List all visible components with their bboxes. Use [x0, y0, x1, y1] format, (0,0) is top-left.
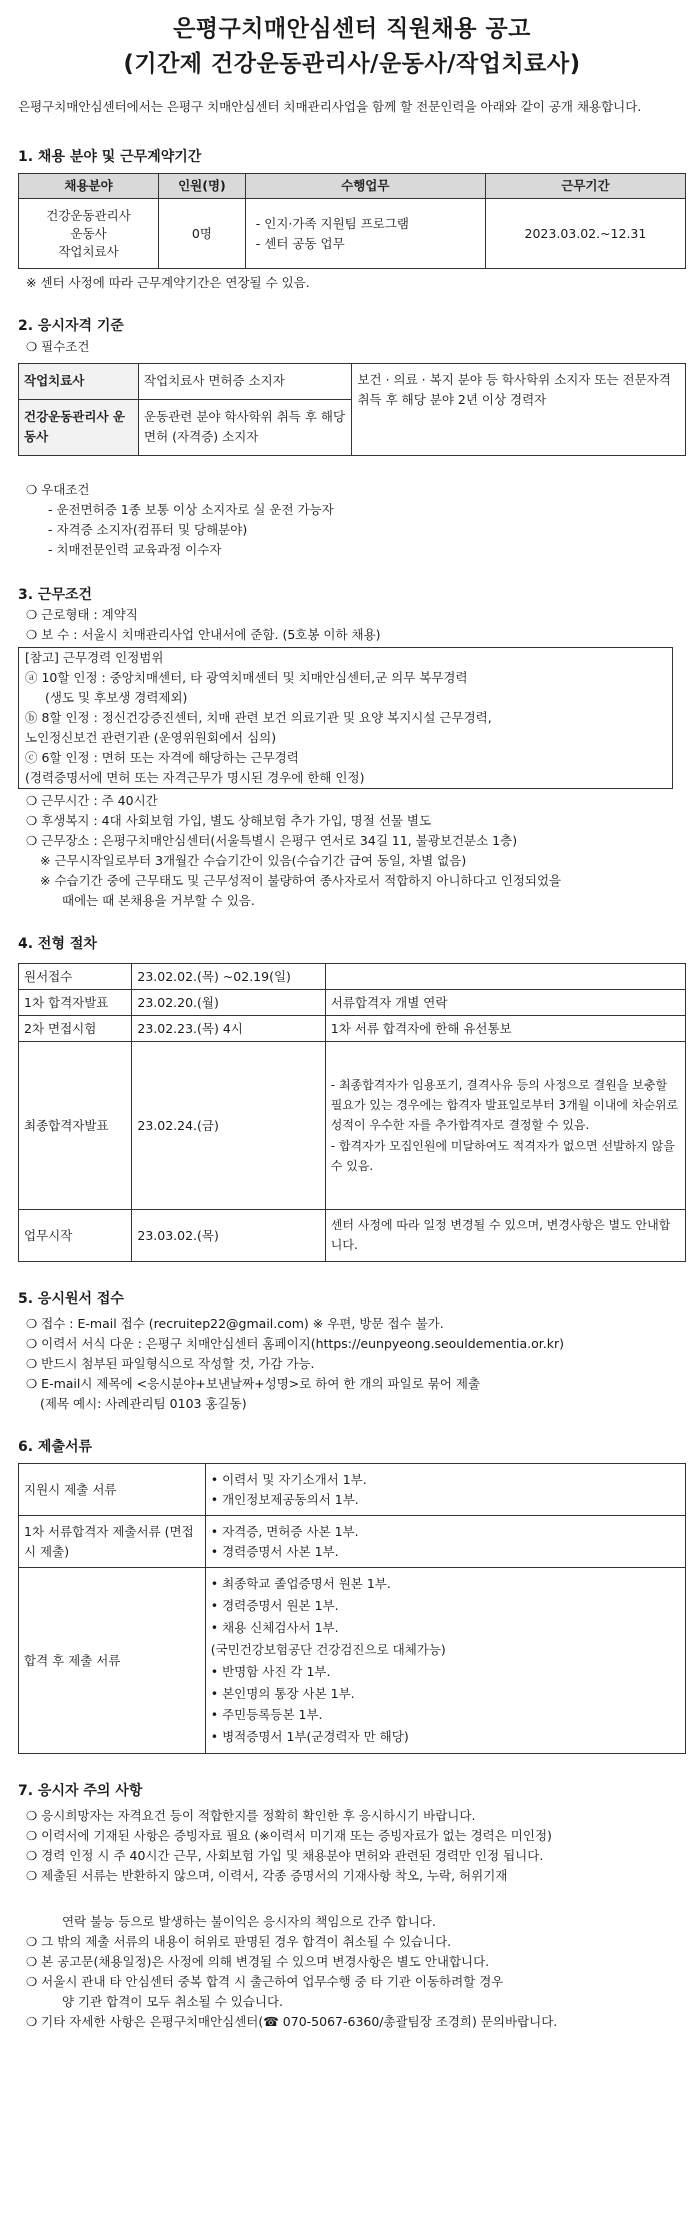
- preferred-item: - 자격증 소지자(컴퓨터 및 당해분야): [48, 521, 248, 537]
- section-2: [18, 317, 686, 560]
- process-note: 1차 서류 합격자에 한해 유선통보: [325, 1016, 685, 1042]
- section-1: [18, 148, 686, 294]
- qual-common-req: 보건 · 의료 · 복지 분야 등 학사학위 소지자 또는 전문자격 취득 후 해당 분야 2년 이상 경력자: [352, 363, 686, 455]
- document-item: • 경력증명서 사본 1부.: [210, 1543, 339, 1559]
- process-date: 23.02.20.(월): [132, 990, 325, 1016]
- caution-item: ❍ 경력 인정 시 주 40시간 근무, 사회보험 가입 및 채용분야 면허와 관련된 경력만 인정 됩니다.: [26, 1847, 544, 1863]
- reference-item: 노인정신보건 관련기관 (운영위원회에서 심의): [25, 730, 277, 746]
- field-item: 건강운동관리사: [46, 207, 131, 223]
- probation-note: ※ 근무시작일로부터 3개월간 수습기간이 있음(수습기간 급여 동일, 차별 없음): [40, 853, 467, 869]
- documents-label: 지원시 제출 서류: [19, 1464, 206, 1516]
- process-label: 2차 면접시험: [19, 1016, 132, 1042]
- title-line-2: (기간제 건강운동관리사/운동사/작업치료사): [123, 50, 581, 77]
- caution-item: ❍ 그 밖의 제출 서류의 내용이 허위로 판명된 경우 합격이 취소될 수 있습니다.: [26, 1933, 452, 1949]
- table-header-row: [19, 174, 686, 199]
- apply-form-download: ❍ 이력서 서식 다운 : 은평구 치매안심센터 홈페이지(https://eunpyeong.seouldementia.or.kr): [26, 1335, 564, 1351]
- reference-item: ⓐ 10할 인정 : 중앙치매센터, 타 광역치매센터 및 치매안심센터,군 의무 복무경력: [25, 670, 468, 686]
- caution-item: ❍ 본 공고문(채용일정)은 사정에 의해 변경될 수 있으며 변경사항은 별도 안내합니다.: [26, 1953, 490, 1969]
- documents-table: [18, 1463, 686, 1754]
- process-label: 최종합격자발표: [19, 1042, 132, 1210]
- caution-item: ❍ 서울시 관내 타 안심센터 중복 합격 시 출근하여 업무수행 중 타 기관 이동하려할 경우: [26, 1973, 504, 1989]
- qual-req-ot: 작업치료사 면허증 소지자: [139, 363, 352, 399]
- document-item: • 본인명의 통장 사본 1부.: [210, 1685, 355, 1701]
- qual-label-exercise: 건강운동관리사 운동사: [19, 399, 139, 455]
- section-5: [18, 1290, 686, 1414]
- caution-item: 연락 불능 등으로 발생하는 불이익은 응시자의 책임으로 간주 합니다.: [62, 1913, 436, 1929]
- contact-info: ❍ 기타 자세한 사항은 은평구치매안심센터(☎ 070-5067-6360/총괄팀장 조경희) 문의바랍니다.: [26, 2013, 558, 2029]
- documents-list: [205, 1464, 685, 1516]
- apply-subject: ❍ E-mail시 제목에 <응시분야+보낸날짜+성명>로 하여 한 개의 파일로 묶어 제출: [26, 1375, 481, 1391]
- process-table: [18, 963, 686, 1262]
- section-7: [18, 1782, 686, 2032]
- document-item: • 병적증명서 1부(군경력자 만 해당): [210, 1729, 409, 1745]
- period-cell: 2023.03.02.~12.31: [485, 199, 685, 269]
- header-duties: 수행업무: [245, 174, 485, 199]
- required-label: ❍ 필수조건: [26, 338, 90, 354]
- work-place: ❍ 근무장소 : 은평구치매안심센터(서울특별시 은평구 연서로 34길 11, 불광보건분소 1층): [26, 833, 518, 849]
- field-item: 작업치료사: [58, 243, 119, 259]
- process-label: 원서접수: [19, 964, 132, 990]
- title-line-1: 은평구치매안심센터 직원채용 공고: [173, 16, 531, 42]
- process-date: 23.02.24.(금): [132, 1042, 325, 1210]
- section-1-note: ※ 센터 사정에 따라 근무계약기간은 연장될 수 있음.: [26, 275, 310, 291]
- reference-item: ⓑ 8할 인정 : 정신건강증진센터, 치매 관련 보건 의료기관 및 요양 복지시설 근무경력,: [25, 710, 492, 726]
- section-3-heading: 3. 근무조건: [18, 586, 93, 603]
- process-date: 23.02.23.(목) 4시: [132, 1016, 325, 1042]
- section-2-heading: 2. 응시자격 기준: [18, 318, 124, 335]
- caution-item: ❍ 제출된 서류는 반환하지 않으며, 이력서, 각종 증명서의 기재사항 착오, 누락, 허위기재: [26, 1867, 508, 1883]
- intro-text: 은평구치매안심센터에서는 은평구 치매안심센터 치매관리사업을 함께 할 전문인력을 아래와 같이 공개 채용합니다.: [18, 99, 642, 114]
- document-item: (국민건강보험공단 건강검진으로 대체가능): [210, 1641, 446, 1657]
- section-1-heading: 1. 채용 분야 및 근무계약기간: [18, 148, 202, 165]
- section-4-heading: 4. 전형 절차: [18, 936, 97, 953]
- header-field: 채용분야: [19, 174, 159, 199]
- work-hours: ❍ 근무시간 : 주 40시간: [26, 793, 158, 809]
- document-item: • 반명함 사진 각 1부.: [210, 1663, 331, 1679]
- documents-label: 합격 후 제출 서류: [19, 1568, 206, 1754]
- document-item: • 최종학교 졸업증명서 원본 1부.: [210, 1576, 391, 1592]
- process-note: 서류합격자 개별 연락: [325, 990, 685, 1016]
- duty-item: - 센터 공동 업무: [255, 235, 345, 251]
- duty-item: - 인지·가족 지원팀 프로그램: [255, 215, 409, 231]
- career-reference-box: [18, 647, 673, 789]
- table-row: [19, 199, 686, 269]
- caution-item: ❍ 이력서에 기재된 사항은 증빙자료 필요 (※이력서 미기재 또는 증빙자료가 없는 경력은 미인정): [26, 1827, 552, 1843]
- table-row: [19, 964, 686, 990]
- work-welfare: ❍ 후생복지 : 4대 사회보험 가입, 별도 상해보험 추가 가입, 명절 선물 별도: [26, 813, 432, 829]
- reference-item: (경력증명서에 면허 또는 자격근무가 명시된 경우에 한해 인정): [25, 770, 365, 786]
- document-item: • 주민등록등본 1부.: [210, 1707, 323, 1723]
- table-row: [19, 1210, 686, 1262]
- section-4: [18, 935, 686, 1262]
- field-cell: [19, 199, 159, 269]
- section-6: [18, 1438, 686, 1755]
- preferred-item: - 치매전문인력 교육과정 이수자: [48, 541, 222, 557]
- field-item: 운동사: [70, 225, 107, 241]
- table-row: [19, 990, 686, 1016]
- apply-email: ❍ 접수 : E-mail 접수 (recruitep22@gmail.com) ※ 우편, 방문 접수 불가.: [26, 1315, 444, 1331]
- count-cell: 0명: [159, 199, 246, 269]
- page-title: [18, 12, 686, 81]
- table-row: [19, 1042, 686, 1210]
- table-row: [19, 1516, 686, 1568]
- document-item: • 경력증명서 원본 1부.: [210, 1598, 339, 1614]
- documents-list: [205, 1568, 685, 1754]
- table-row: [19, 1016, 686, 1042]
- header-period: 근무기간: [485, 174, 685, 199]
- apply-subject-example: (제목 예시: 사례관리팀 0103 홍길동): [40, 1395, 247, 1411]
- process-label: 업무시작: [19, 1210, 132, 1262]
- process-note: 센터 사정에 따라 일정 변경될 수 있으며, 변경사항은 별도 안내합니다.: [325, 1210, 685, 1262]
- document-item: • 채용 신체검사서 1부.: [210, 1619, 339, 1635]
- probation-note: 때에는 때 본채용을 거부할 수 있음.: [62, 893, 255, 909]
- section-5-heading: 5. 응시원서 접수: [18, 1291, 124, 1307]
- apply-format: ❍ 반드시 첨부된 파일형식으로 작성할 것, 가감 가능.: [26, 1355, 315, 1371]
- document-item: • 이력서 및 자기소개서 1부.: [210, 1471, 367, 1487]
- documents-list: [205, 1516, 685, 1568]
- caution-item: 양 기관 합격이 모두 취소될 수 있습니다.: [62, 1993, 284, 2009]
- section-6-heading: 6. 제출서류: [18, 1438, 93, 1455]
- process-note: - 최종합격자가 임용포기, 결격사유 등의 사정으로 결원을 보충할 필요가 있는 경우에는 합격자 발표일로부터 3개월 이내에 차순위로 성적이 우수한 자를 추가합격자로 결정할 수 있음. - 합격자가 모집인원에 미달하여도 적격자가 없으면 선발하지 않을 수 있음.: [325, 1042, 685, 1210]
- reference-item: (생도 및 후보생 경력제외): [45, 690, 188, 706]
- process-date: 23.02.02.(목) ~02.19(일): [132, 964, 325, 990]
- qualification-table: [18, 363, 686, 456]
- probation-note: ※ 수습기간 중에 근무태도 및 근무성적이 불량하여 종사자로서 적합하지 아니하다고 인정되었을: [40, 873, 562, 889]
- table-row: [19, 1568, 686, 1754]
- section-7-heading: 7. 응시자 주의 사항: [18, 1783, 143, 1800]
- qual-label-ot: 작업치료사: [19, 363, 139, 399]
- duties-cell: [245, 199, 485, 269]
- reference-item: ⓒ 6할 인정 : 면허 또는 자격에 해당하는 근무경력: [25, 750, 299, 766]
- caution-item: ❍ 응시희망자는 자격요건 등이 적합한지를 정확히 확인한 후 응시하시기 바랍니다.: [26, 1807, 476, 1823]
- recruitment-table: [18, 173, 686, 269]
- documents-label: 1차 서류합격자 제출서류 (면접시 제출): [19, 1516, 206, 1568]
- table-row: [19, 1464, 686, 1516]
- process-label: 1차 합격자발표: [19, 990, 132, 1016]
- work-pay: ❍ 보 수 : 서울시 치매관리사업 안내서에 준함. (5호봉 이하 채용): [26, 627, 381, 643]
- header-count: 인원(명): [159, 174, 246, 199]
- preferred-item: - 운전면허증 1종 보통 이상 소지자로 실 운전 가능자: [48, 501, 334, 517]
- reference-title: [참고] 근무경력 인정범위: [25, 650, 164, 666]
- document-item: • 자격증, 면허증 사본 1부.: [210, 1523, 359, 1539]
- section-3: [18, 586, 686, 912]
- process-note: [325, 964, 685, 990]
- work-type: ❍ 근로형태 : 계약직: [26, 607, 138, 623]
- document-item: • 개인정보제공동의서 1부.: [210, 1491, 359, 1507]
- preferred-label: ❍ 우대조건: [26, 481, 90, 497]
- table-row: [19, 363, 686, 399]
- process-date: 23.03.02.(목): [132, 1210, 325, 1262]
- qual-req-exercise: 운동관련 분야 학사학위 취득 후 해당면허 (자격증) 소지자: [139, 399, 352, 455]
